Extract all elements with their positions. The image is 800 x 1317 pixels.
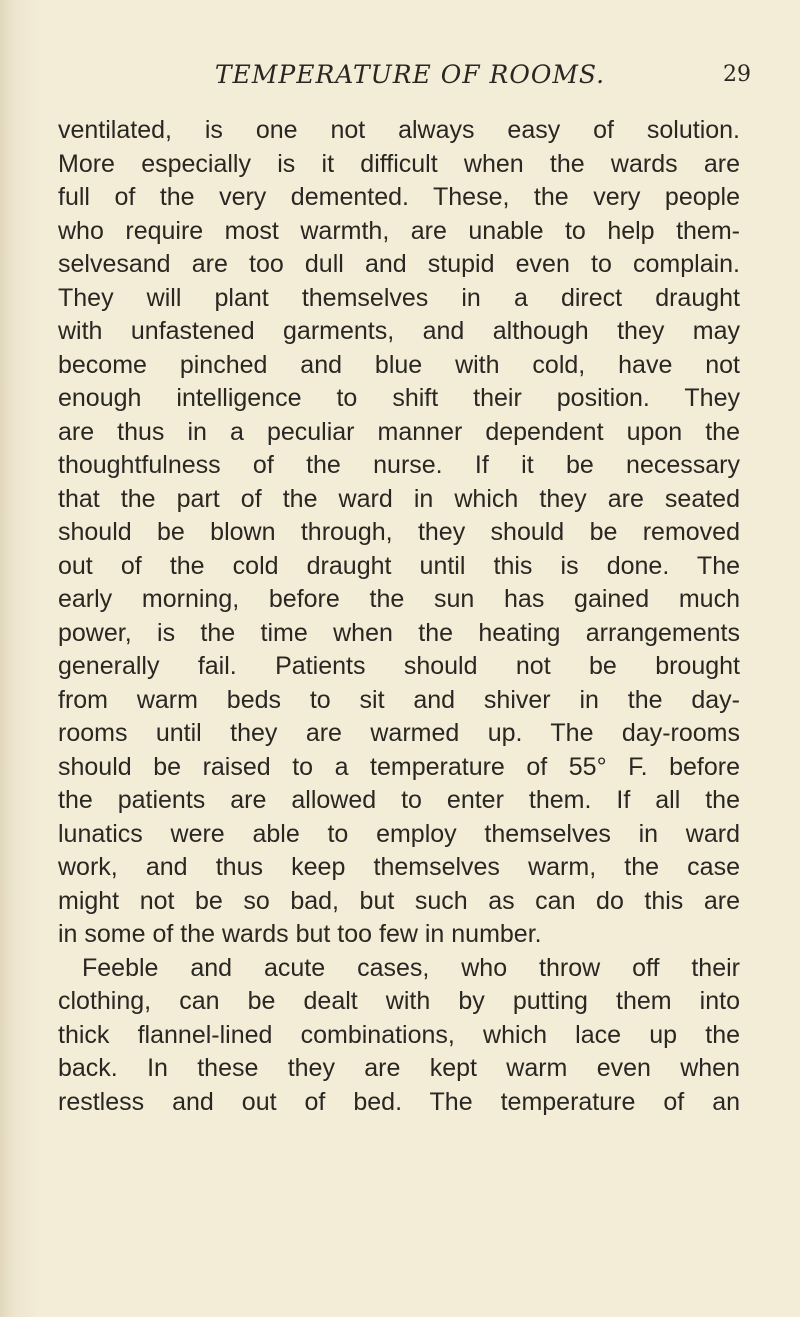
text-line: restless and out of bed. The temperature of an [58, 1087, 740, 1116]
text-line: should be raised to a temperature of 55° F. before [58, 752, 740, 781]
text-line: in some of the wards but too few in number. [58, 920, 542, 948]
running-title: TEMPERATURE OF ROOMS. [214, 60, 606, 89]
text-line: Feeble and acute cases, who throw off their [82, 953, 740, 982]
text-line: rooms until they are warmed up. The day-rooms [58, 719, 740, 747]
text-line: from warm beds to sit and shiver in the day- [58, 685, 740, 714]
text-line: with unfastened garments, and although they may [58, 317, 740, 345]
text-line: become pinched and blue with cold, have not [58, 350, 740, 379]
page-number: 29 [723, 62, 751, 87]
text-line: might not be so bad, but such as can do this are [58, 886, 740, 915]
text-line: generally fail. Patients should not be brought [58, 652, 740, 680]
text-line: that the part of the ward in which they are seated [58, 484, 740, 513]
body-text [58, 114, 740, 1119]
text-line: are thus in a peculiar manner dependent upon the [58, 417, 740, 446]
text-line: should be blown through, they should be removed [58, 518, 740, 546]
text-line: out of the cold draught until this is done. The [58, 551, 740, 580]
text-line: thick flannel-lined combinations, which lace up the [58, 1020, 740, 1049]
text-line: lunatics were able to employ themselves in ward [58, 819, 740, 848]
page-header [60, 54, 760, 94]
text-line: who require most warmth, are unable to help them- [58, 216, 740, 245]
text-line: clothing, can be dealt with by putting them into [58, 987, 740, 1015]
text-line: They will plant themselves in a direct draught [58, 283, 740, 312]
text-line: back. In these they are kept warm even when [58, 1054, 740, 1082]
text-line: ventilated, is one not always easy of solution. [58, 116, 740, 144]
text-line: early morning, before the sun has gained much [58, 585, 740, 613]
text-line: work, and thus keep themselves warm, the case [58, 853, 740, 881]
text-line: More especially is it difficult when the wards are [58, 149, 740, 178]
text-line: power, is the time when the heating arrangements [58, 618, 740, 647]
text-line: full of the very demented. These, the very people [58, 183, 740, 211]
text-line: enough intelligence to shift their position. They [58, 384, 740, 412]
text-line: the patients are allowed to enter them. If all the [58, 786, 740, 814]
text-line: thoughtfulness of the nurse. If it be necessary [58, 451, 740, 479]
text-line: selvesand are too dull and stupid even to complain. [58, 250, 740, 278]
